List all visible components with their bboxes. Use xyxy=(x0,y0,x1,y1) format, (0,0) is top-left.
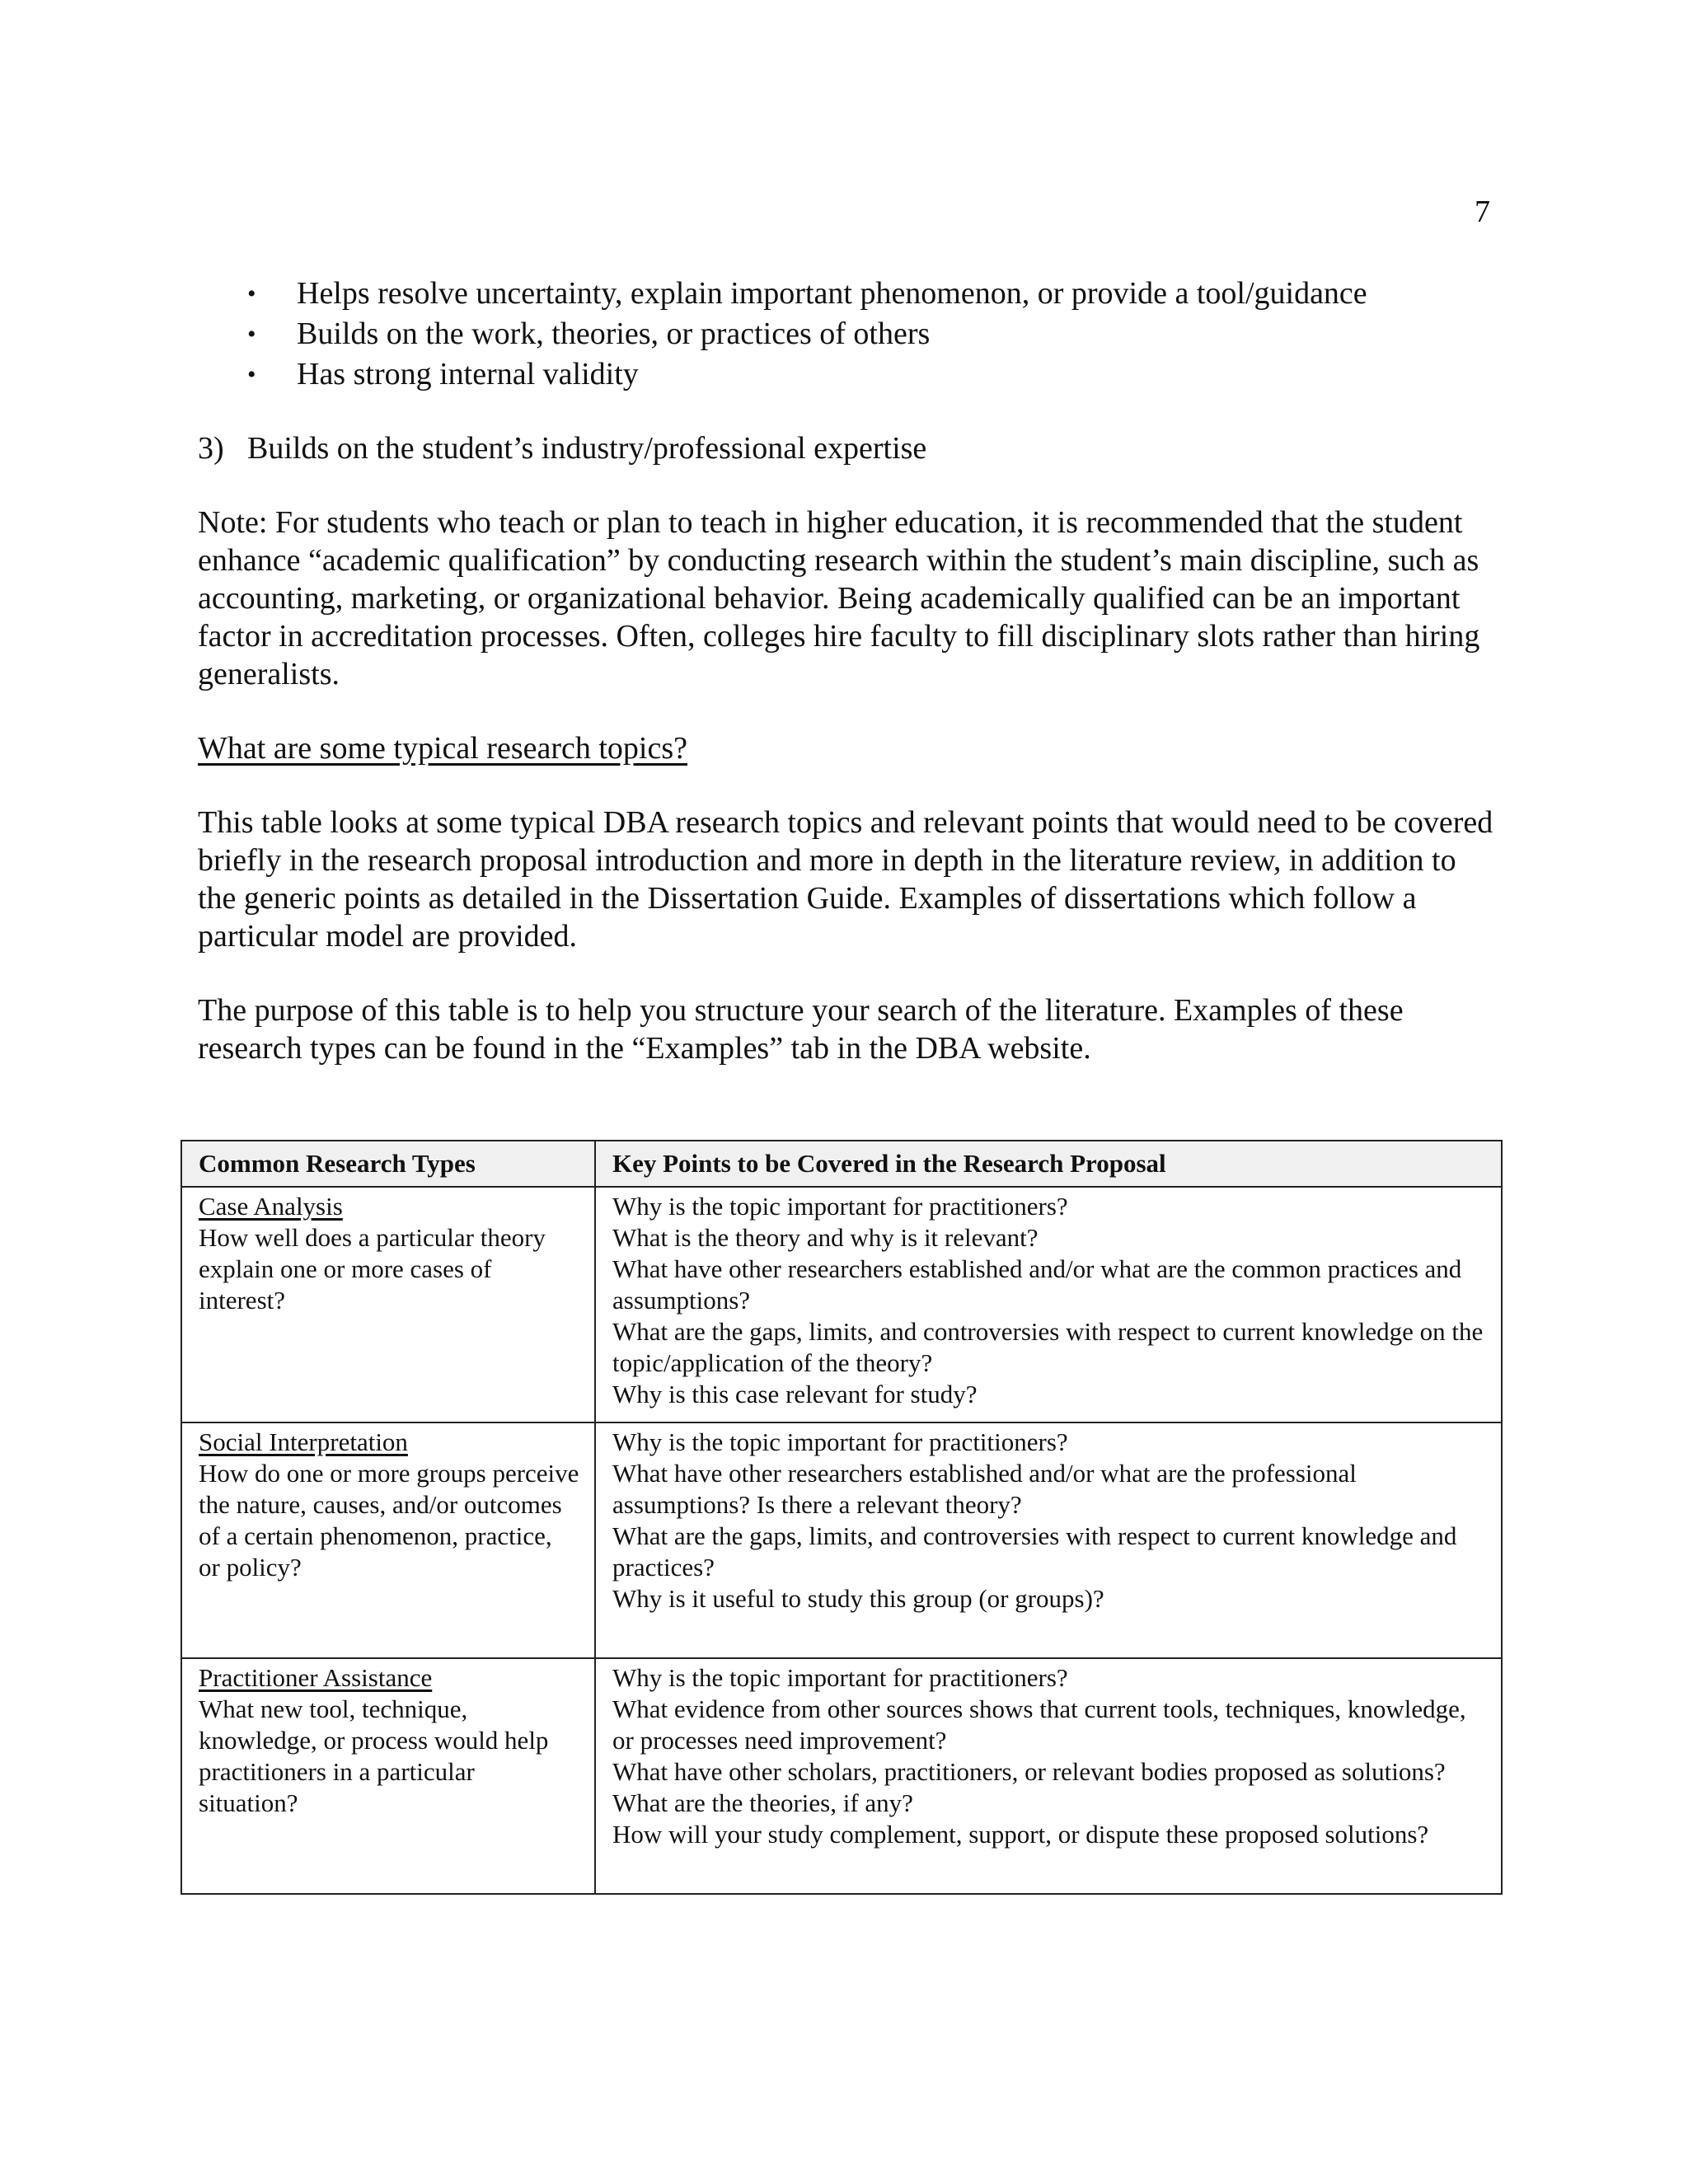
key-point: What have other researchers established and/or what are the common practices and assumptions? xyxy=(612,1254,1462,1315)
key-point: What are the gaps, limits, and controversies with respect to current knowledge and practices? xyxy=(612,1521,1457,1582)
key-point: What evidence from other sources shows that current tools, techniques, knowledge, or processes need improvement? xyxy=(612,1694,1466,1755)
research-type-cell xyxy=(181,1422,595,1658)
key-point: Why is the topic important for practitioners? xyxy=(612,1192,1068,1221)
bullet-icon: • xyxy=(247,321,256,348)
research-type-title: Case Analysis xyxy=(199,1192,343,1221)
bullet-list xyxy=(198,274,1500,395)
table-row xyxy=(181,1187,1502,1422)
bullet-text: Has strong internal validity xyxy=(297,357,639,391)
research-type-title: Practitioner Assistance xyxy=(199,1663,433,1692)
page-number: 7 xyxy=(1475,194,1490,229)
item-text: Builds on the student’s industry/professional expertise xyxy=(247,431,927,466)
bullet-text: Builds on the work, theories, or practices of others xyxy=(297,316,931,351)
section-heading: What are some typical research topics? xyxy=(198,731,687,766)
item-number: 3) xyxy=(198,431,224,466)
key-point: Why is this case relevant for study? xyxy=(612,1380,978,1408)
table-row xyxy=(181,1658,1502,1894)
header-key-points: Key Points to be Covered in the Research Proposal xyxy=(595,1141,1502,1187)
bullet-item xyxy=(247,354,1500,395)
key-point: Why is the topic important for practitioners? xyxy=(612,1663,1068,1692)
key-point: Why is it useful to study this group (or groups)? xyxy=(612,1584,1104,1613)
bullet-item xyxy=(247,314,1500,354)
bullet-icon: • xyxy=(247,361,256,388)
key-points-cell xyxy=(595,1658,1502,1894)
research-type-description: How well does a particular theory explain one or more cases of interest? xyxy=(199,1223,546,1315)
key-point: What is the theory and why is it relevant? xyxy=(612,1223,1039,1252)
key-point: What are the gaps, limits, and controversies with respect to current knowledge on the topic/application of the theory? xyxy=(612,1317,1484,1377)
key-point: How will your study complement, support, or dispute these proposed solutions? xyxy=(612,1820,1429,1849)
key-points-cell xyxy=(595,1422,1502,1658)
research-type-cell xyxy=(181,1187,595,1422)
intro-paragraph: This table looks at some typical DBA research topics and relevant points that would need to be covered briefly in the research proposal introduction and more in depth in the literature review, in addition to the generic points as detailed in the Dissertation Guide. Examples of dissertations which follow a particular model are provided. xyxy=(198,805,1493,954)
key-point: Why is the topic important for practitioners? xyxy=(612,1427,1068,1456)
research-type-title: Social Interpretation xyxy=(199,1427,408,1456)
header-research-types: Common Research Types xyxy=(181,1141,595,1187)
research-type-cell xyxy=(181,1658,595,1894)
table-header-row xyxy=(181,1141,1502,1187)
research-type-description: What new tool, technique, knowledge, or process would help practitioners in a particular situation? xyxy=(199,1694,549,1817)
purpose-paragraph: The purpose of this table is to help you structure your search of the literature. Examples of these research types can be found in the “Examples” tab in the DBA website. xyxy=(198,993,1404,1066)
note-paragraph: Note: For students who teach or plan to teach in higher education, it is recommended that the student enhance “academic qualification” by conducting research within the student’s main discipline, such as accounting, marketing, or organizational behavior. Being academically qualified can be an important factor in accreditation processes. Often, colleges hire faculty to fill disciplinary slots rather than hiring generalists. xyxy=(198,505,1480,691)
bullet-icon: • xyxy=(247,280,256,307)
research-types-table xyxy=(181,1140,1503,1895)
table-row xyxy=(181,1422,1502,1658)
key-point: What have other scholars, practitioners, or relevant bodies proposed as solutions? What are the theories, if any? xyxy=(612,1757,1446,1817)
bullet-text: Helps resolve uncertainty, explain important phenomenon, or provide a tool/guidance xyxy=(297,276,1367,311)
key-points-cell xyxy=(595,1187,1502,1422)
numbered-item xyxy=(198,429,1500,467)
document-body xyxy=(198,274,1500,1067)
research-type-description: How do one or more groups perceive the nature, causes, and/or outcomes of a certain phenomenon, practice, or policy? xyxy=(199,1459,579,1582)
bullet-item xyxy=(247,274,1500,314)
key-point: What have other researchers established and/or what are the professional assumptions? Is there a relevant theory? xyxy=(612,1459,1357,1519)
